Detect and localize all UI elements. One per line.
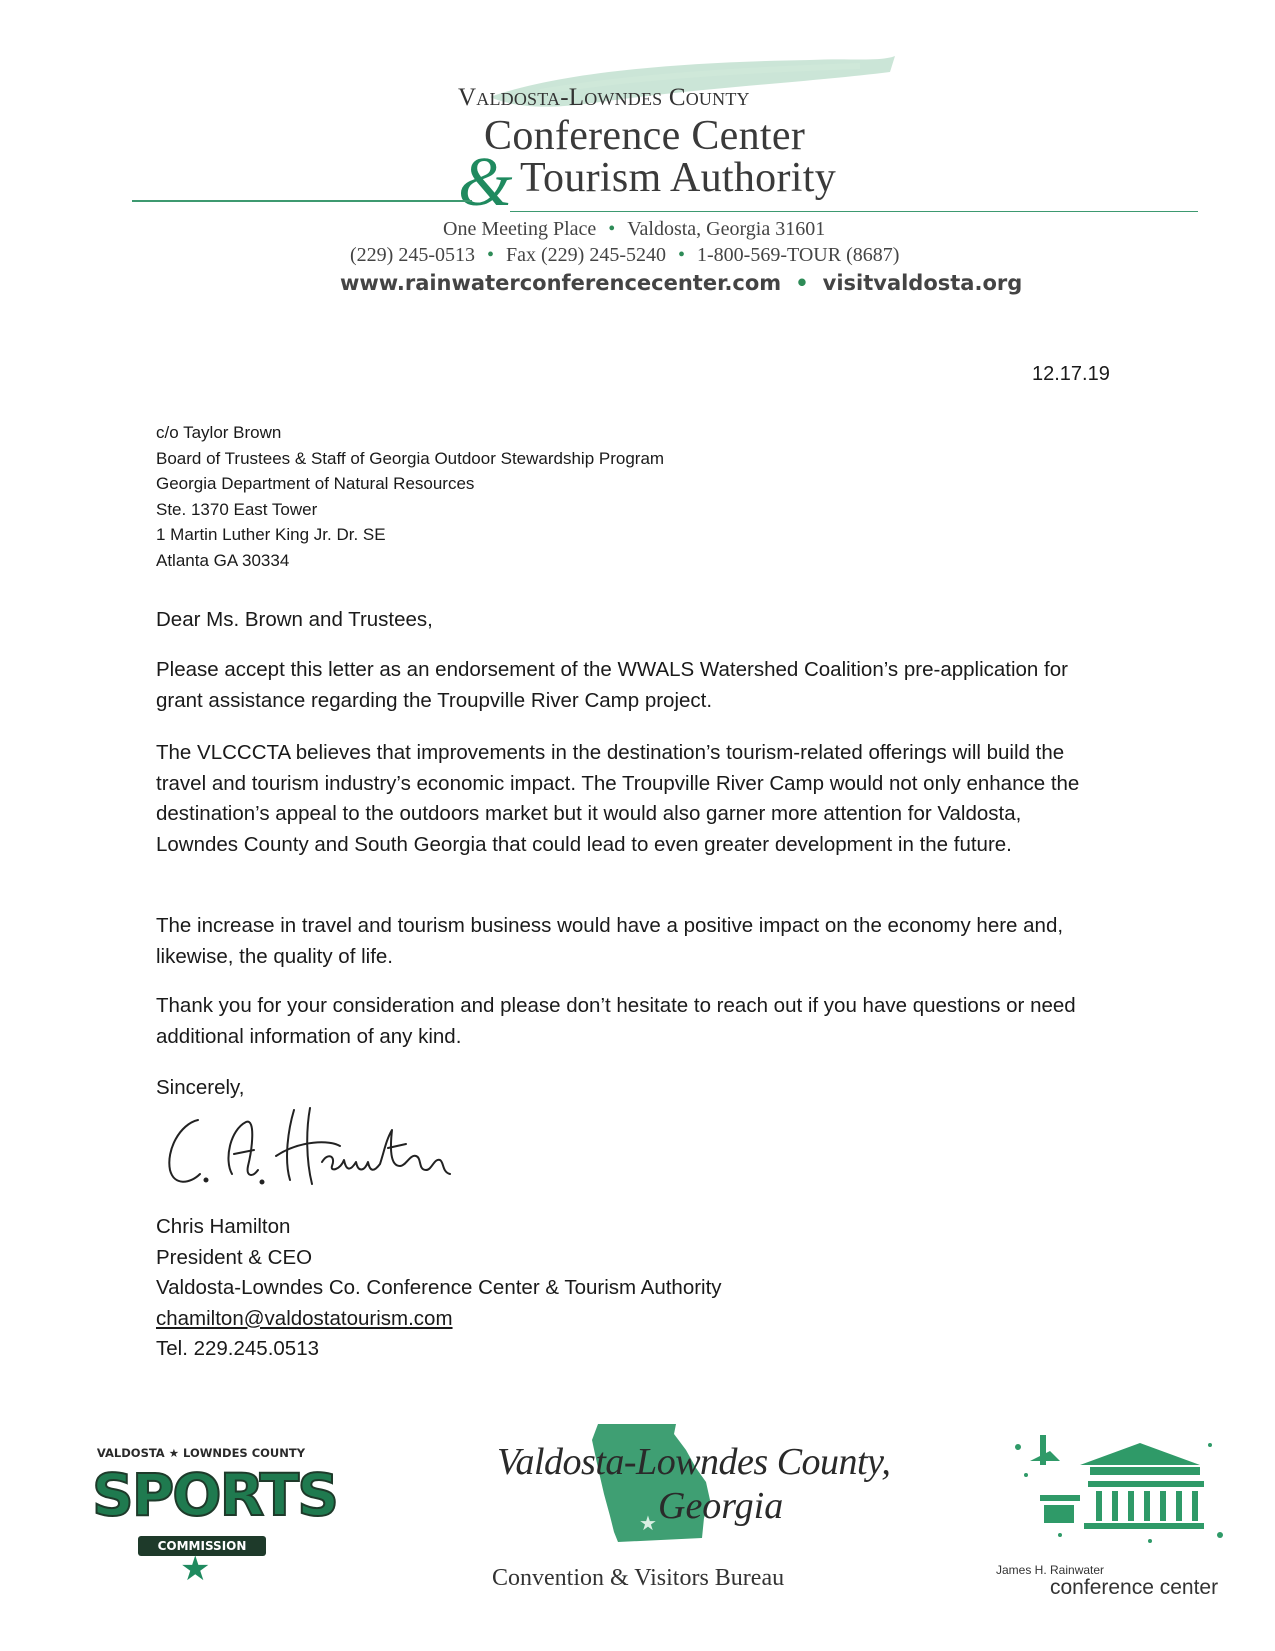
rainwater-logo-name: James H. Rainwater [996, 1563, 1105, 1577]
recipient-line: Ste. 1370 East Tower [156, 499, 318, 519]
body-paragraph [156, 911, 1086, 972]
website-rainwater: www.rainwaterconferencecenter.com [340, 271, 782, 295]
cvb-logo-name: Convention & Visitors Bureau [492, 1565, 785, 1591]
star-icon: ★ [180, 1550, 211, 1588]
letterhead-conference-center: Conference Center [484, 113, 806, 159]
address-city: Valdosta, Georgia 31601 [627, 218, 826, 240]
phone-number: (229) 245-0513 [350, 244, 475, 266]
bullet-icon: • [608, 218, 616, 240]
letter-date: 12.17.19 [1032, 363, 1110, 385]
signer-email-link[interactable]: chamilton@valdostatourism.com [156, 1306, 453, 1330]
closing: Sincerely, [156, 1076, 245, 1099]
sports-logo-county: VALDOSTA ★ LOWNDES COUNTY [96, 1446, 306, 1460]
signer-organization: Valdosta-Lowndes Co. Conference Center & Tourism Authority [156, 1276, 722, 1299]
body-paragraph [156, 991, 1086, 1052]
letterhead-phones [350, 244, 899, 267]
cvb-logo-georgia: Georgia [658, 1485, 784, 1527]
letterhead-rule-right [510, 211, 1198, 212]
recipient-line: Board of Trustees & Staff of Georgia Outdoor Stewardship Program [156, 448, 665, 468]
body-paragraph [156, 738, 1086, 860]
conference-center-building-icon [1000, 1425, 1230, 1560]
paragraph-text: The VLCCCTA believes that improvements in the destination’s tourism-related offerings will build the travel and tourism industry’s economic impact. The Troupville River Camp would not only enhance the destination’s appeal to the outdoors market but it would also garner more attention for Valdosta, Lowndes County and South Georgia that could lead to even greater development in the future. [156, 741, 1080, 856]
letterhead-ampersand: & [458, 144, 513, 221]
svg-text:★: ★ [639, 1513, 657, 1535]
letterhead-county: Valdosta-Lowndes County [458, 84, 750, 111]
handwritten-signature [160, 1100, 460, 1200]
cvb-logo-script: Valdosta-Lowndes County, [497, 1441, 891, 1483]
rainwater-logo-subtitle: conference center [1050, 1576, 1219, 1599]
sports-logo-word: SPORTS [92, 1461, 337, 1529]
letterhead-tourism-authority: Tourism Authority [520, 155, 836, 201]
salutation: Dear Ms. Brown and Trustees, [156, 608, 433, 631]
signature-block [156, 1212, 722, 1365]
tollfree-number: 1-800-569-TOUR (8687) [697, 244, 900, 266]
letterhead-websites [340, 271, 1022, 295]
body-paragraph [156, 655, 1086, 716]
recipient-line: 1 Martin Luther King Jr. Dr. SE [156, 525, 386, 544]
paragraph-text: Thank you for your consideration and please don’t hesitate to reach out if you have questions or need additional information of any kind. [156, 994, 1076, 1048]
address-street: One Meeting Place [443, 218, 597, 240]
paragraph-text: Please accept this letter as an endorsement of the WWALS Watershed Coalition’s pre-application for grant assistance regarding the Troupville River Camp project. [156, 658, 1068, 712]
bullet-icon: • [677, 244, 685, 266]
recipient-address [156, 420, 664, 573]
paragraph-text: The increase in travel and tourism business would have a positive impact on the economy here and, likewise, the quality of life. [156, 914, 1064, 968]
recipient-line: c/o Taylor Brown [156, 423, 282, 442]
recipient-line: Atlanta GA 30334 [156, 550, 290, 570]
signer-phone: Tel. 229.245.0513 [156, 1337, 319, 1360]
recipient-line: Georgia Department of Natural Resources [156, 474, 475, 493]
bullet-icon: • [486, 244, 494, 266]
sports-logo-commission: COMMISSION [138, 1536, 266, 1556]
website-visitvaldosta: visitvaldosta.org [822, 271, 1023, 295]
bullet-icon: • [795, 271, 809, 295]
letterhead-address [443, 218, 825, 241]
fax-number: Fax (229) 245-5240 [506, 244, 666, 266]
letterhead-rule-left [132, 200, 472, 202]
signer-title: President & CEO [156, 1245, 313, 1269]
signer-name: Chris Hamilton [156, 1215, 291, 1238]
